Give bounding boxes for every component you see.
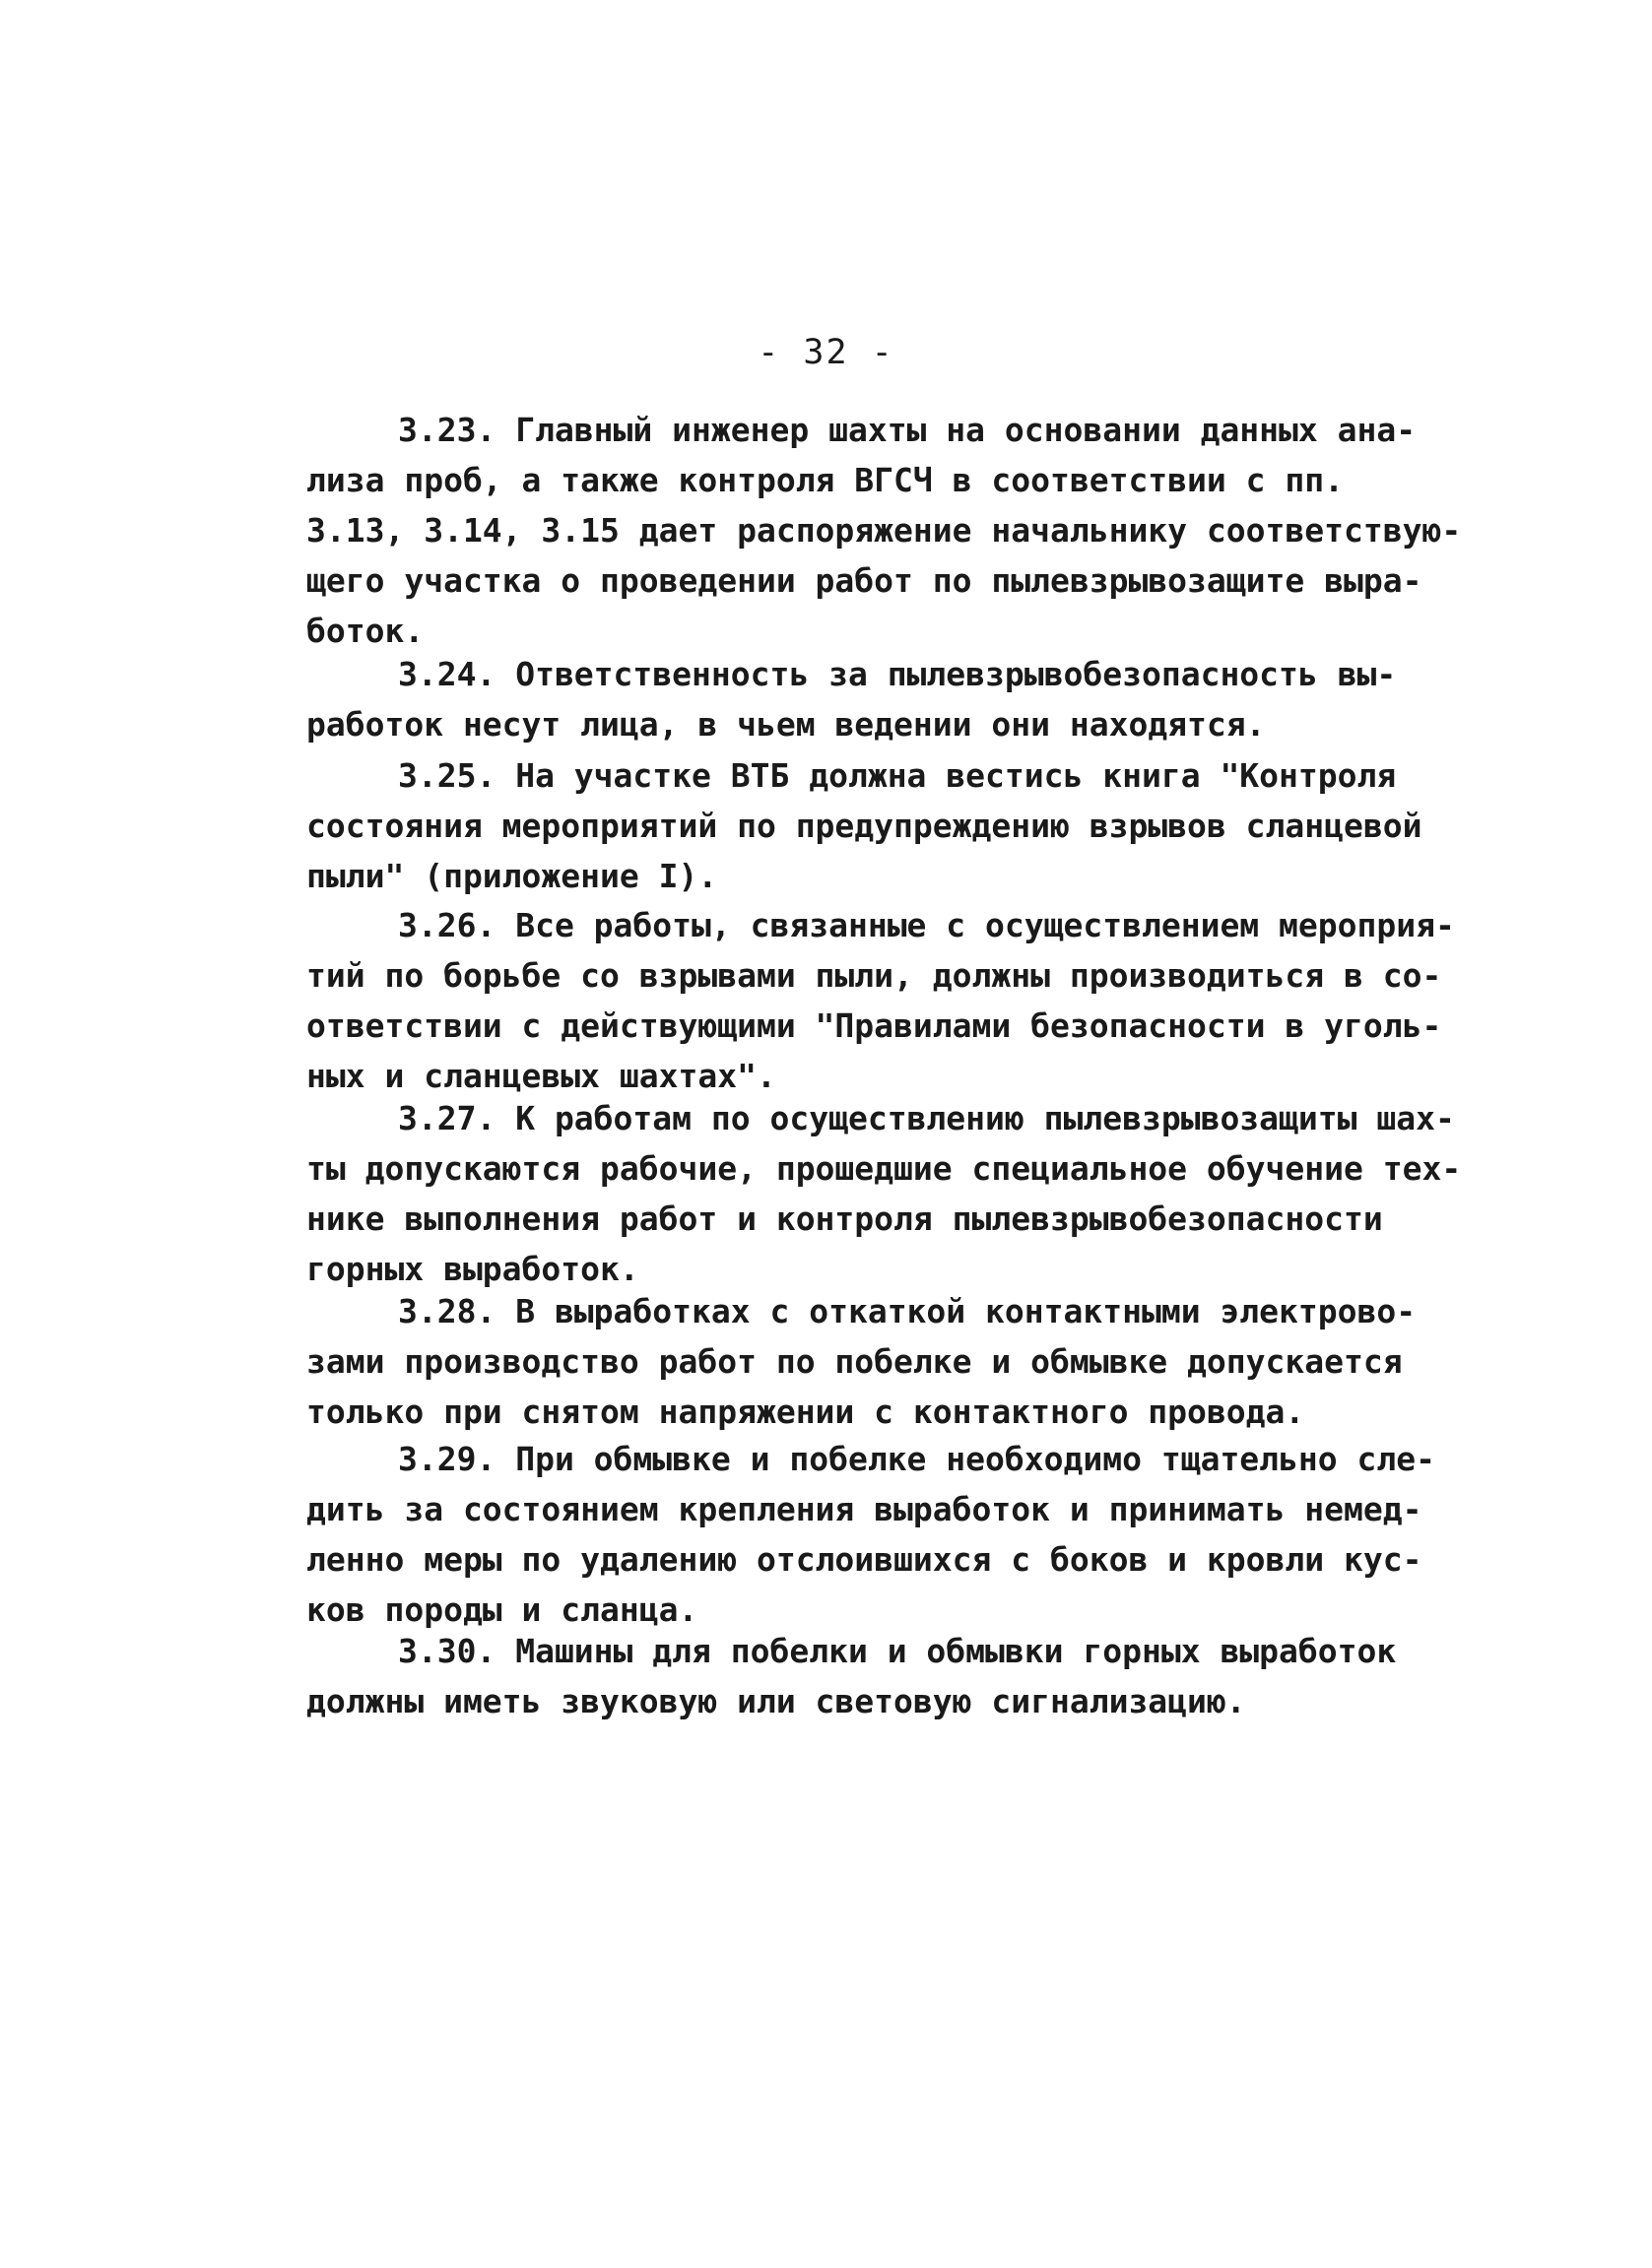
paragraph-3-25 — [306, 750, 1422, 901]
paragraph-line: ответствии с действующими "Правилами безопасности в уголь- — [306, 1006, 1442, 1045]
paragraph-line: только при снятом напряжении с контактного провода. — [306, 1393, 1305, 1431]
paragraph-line: боток. — [306, 612, 425, 650]
page-number: - 32 - — [758, 333, 894, 372]
paragraph-3-27 — [306, 1093, 1462, 1294]
paragraph-line: 3.26. Все работы, связанные с осуществлением мероприя- — [398, 906, 1455, 944]
paragraph-line: ков породы и сланца. — [306, 1590, 698, 1629]
paragraph-line: 3.30. Машины для побелки и обмывки горных выработок — [398, 1632, 1397, 1670]
paragraph-line: 3.25. На участке ВТБ должна вестись книга "Контроля — [398, 756, 1397, 795]
paragraph-line: пыли" (приложение I). — [306, 857, 718, 895]
paragraph-3-24 — [306, 649, 1397, 749]
paragraph-3-26 — [306, 900, 1455, 1101]
paragraph-line: 3.27. К работам по осуществлению пылевзрывозащиты шах- — [398, 1099, 1455, 1137]
paragraph-3-23 — [306, 405, 1462, 656]
paragraph-line: нике выполнения работ и контроля пылевзрывобезопасности — [306, 1199, 1383, 1238]
paragraph-line: щего участка о проведении работ по пылевзрывозащите выра- — [306, 561, 1422, 600]
paragraph-3-28 — [306, 1286, 1417, 1437]
paragraph-line: работок несут лица, в чьем ведении они находятся. — [306, 705, 1266, 744]
paragraph-line: горных выработок. — [306, 1250, 639, 1288]
paragraph-line: 3.29. При обмывке и побелке необходимо тщательно сле- — [398, 1440, 1435, 1478]
paragraph-line: должны иметь звуковую или световую сигнализацию. — [306, 1682, 1246, 1720]
paragraph-line: 3.28. В выработках с откаткой контактными электрово- — [398, 1292, 1417, 1330]
paragraph-line: ных и сланцевых шахтах". — [306, 1057, 776, 1095]
paragraph-line: 3.24. Ответственность за пылевзрывобезопасность вы- — [398, 655, 1397, 693]
paragraph-line: состояния мероприятий по предупреждению взрывов сланцевой — [306, 807, 1422, 845]
paragraph-line: лиза проб, а также контроля ВГСЧ в соответствии с пп. — [306, 461, 1344, 499]
paragraph-3-29 — [306, 1434, 1435, 1635]
paragraph-line: 3.13, 3.14, 3.15 дает распоряжение начальнику соответствую- — [306, 511, 1462, 550]
paragraph-line: дить за состоянием крепления выработок и принимать немед- — [306, 1490, 1422, 1528]
paragraph-line: ленно меры по удалению отслоившихся с боков и кровли кус- — [306, 1540, 1422, 1579]
paragraph-line: тий по борьбе со взрывами пыли, должны производиться в со- — [306, 956, 1442, 995]
paragraph-line: ты допускаются рабочие, прошедшие специальное обучение тех- — [306, 1149, 1462, 1188]
paragraph-3-30 — [306, 1626, 1397, 1726]
paragraph-line: 3.23. Главный инженер шахты на основании данных ана- — [398, 411, 1417, 449]
paragraph-line: зами производство работ по побелке и обмывке допускается — [306, 1342, 1403, 1381]
